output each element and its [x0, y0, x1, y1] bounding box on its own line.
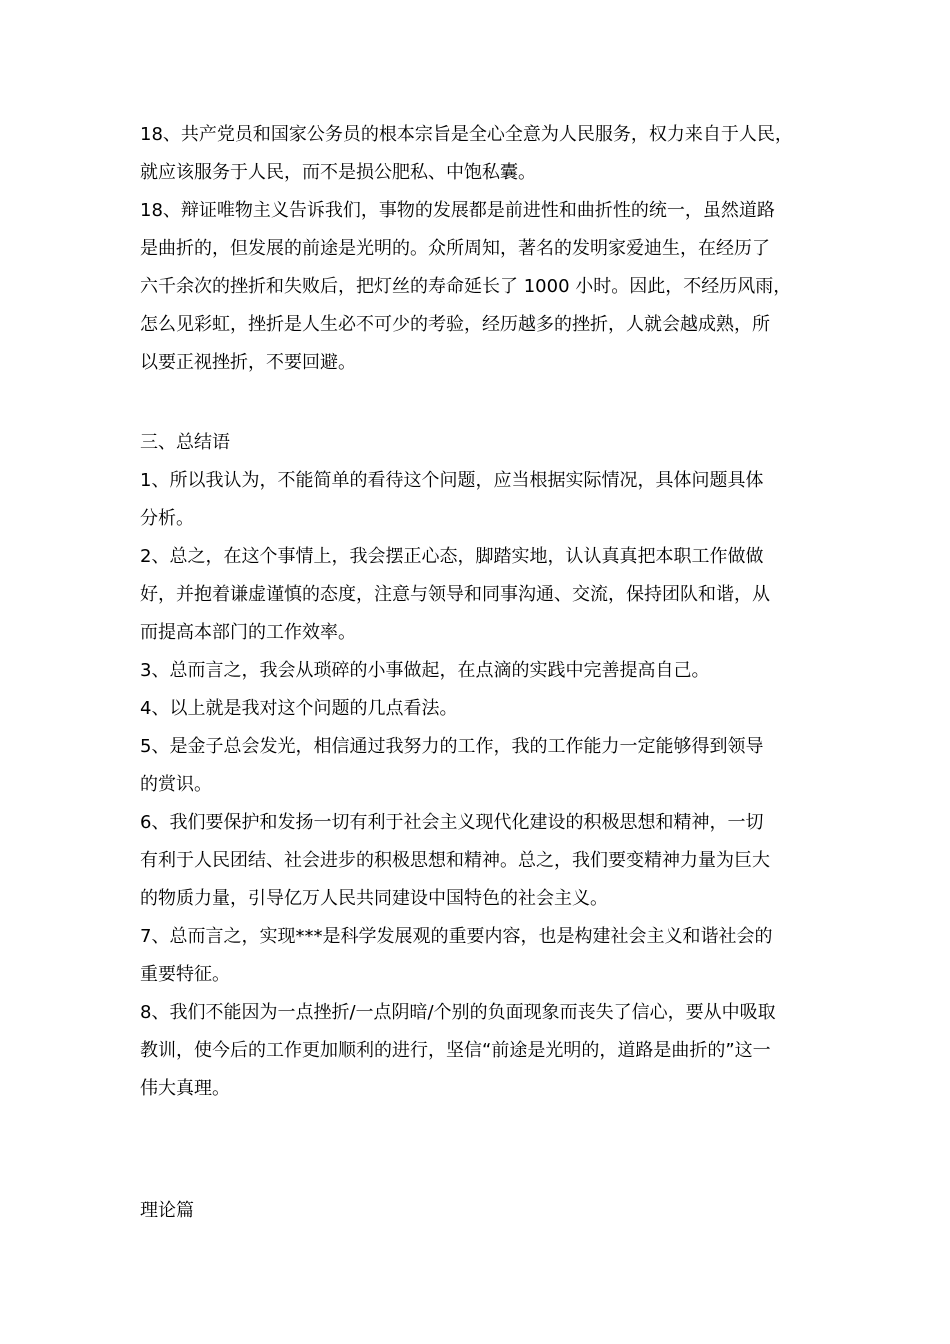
paragraph-18-b — [140, 192, 840, 382]
text-line: 教训，使今后的工作更加顺利的进行，坚信“前途是光明的，道路是曲折的”这一 — [140, 1040, 771, 1061]
text-line: 就应该服务于人民，而不是损公肥私、中饱私囊。 — [140, 162, 536, 183]
text-line: 18、共产党员和国家公务员的根本宗旨是全心全意为人民服务，权力来自于人民， — [140, 124, 793, 145]
summary-item-2 — [140, 538, 840, 652]
text-line: 8、我们不能因为一点挫折/一点阴暗/个别的负面现象而丧失了信心，要从中吸取 — [140, 1002, 776, 1023]
summary-item-8 — [140, 994, 840, 1108]
summary-item-1 — [140, 462, 840, 538]
text-line: 重要特征。 — [140, 964, 230, 985]
text-line: 6、我们要保护和发扬一切有利于社会主义现代化建设的积极思想和精神，一切 — [140, 812, 764, 833]
top-paragraphs — [140, 116, 840, 382]
text-line: 伟大真理。 — [140, 1078, 230, 1099]
text-line: 的赏识。 — [140, 774, 212, 795]
summary-paragraphs — [140, 462, 840, 1108]
text-line: 7、总而言之，实现***是科学发展观的重要内容，也是构建社会主义和谐社会的 — [140, 926, 773, 947]
text-line: 而提高本部门的工作效率。 — [140, 622, 356, 643]
text-line: 5、是金子总会发光，相信通过我努力的工作，我的工作能力一定能够得到领导 — [140, 736, 764, 757]
text-line: 以要正视挫折，不要回避。 — [140, 352, 356, 373]
text-line: 有利于人民团结、社会进步的积极思想和精神。总之，我们要变精神力量为巨大 — [140, 850, 770, 871]
summary-item-3 — [140, 652, 840, 690]
text-line: 好，并抱着谦虚谨慎的态度，注意与领导和同事沟通、交流，保持团队和谐，从 — [140, 584, 770, 605]
text-line: 怎么见彩虹，挫折是人生必不可少的考验，经历越多的挫折，人就会越成熟，所 — [140, 314, 770, 335]
text-line: 的物质力量，引导亿万人民共同建设中国特色的社会主义。 — [140, 888, 608, 909]
summary-item-4 — [140, 690, 840, 728]
text-line: 18、辩证唯物主义告诉我们，事物的发展都是前进性和曲折性的统一，虽然道路 — [140, 200, 775, 221]
paragraph-18-a — [140, 116, 840, 192]
text-line: 3、总而言之，我会从琐碎的小事做起，在点滴的实践中完善提高自己。 — [140, 660, 710, 681]
summary-item-6 — [140, 804, 840, 918]
summary-heading: 三、总结语 — [140, 432, 230, 453]
text-line: 是曲折的，但发展的前途是光明的。众所周知，著名的发明家爱迪生，在经历了 — [140, 238, 770, 259]
text-line: 2、总之，在这个事情上，我会摆正心态，脚踏实地，认认真真把本职工作做做 — [140, 546, 764, 567]
theory-heading: 理论篇 — [140, 1200, 194, 1221]
summary-item-7 — [140, 918, 840, 994]
summary-item-5 — [140, 728, 840, 804]
text-line: 4、以上就是我对这个问题的几点看法。 — [140, 698, 458, 719]
text-line: 六千余次的挫折和失败后，把灯丝的寿命延长了 1000 小时。因此，不经历风雨， — [140, 276, 792, 297]
text-line: 1、所以我认为，不能简单的看待这个问题，应当根据实际情况，具体问题具体 — [140, 470, 764, 491]
text-line: 分析。 — [140, 508, 194, 529]
